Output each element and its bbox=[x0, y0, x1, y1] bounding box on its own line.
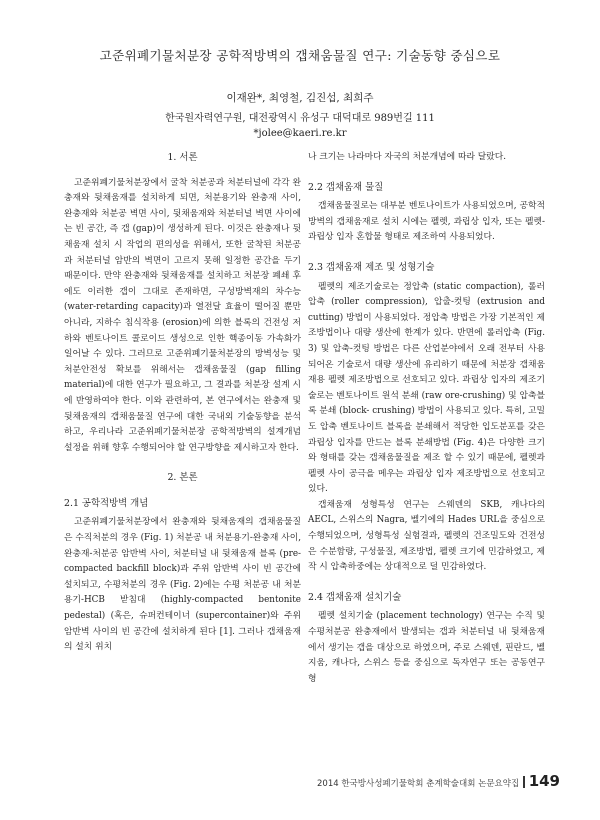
section-body-title: 2. 본론 bbox=[167, 472, 198, 484]
page-footer bbox=[317, 772, 560, 790]
corresponding-email: *jolee@kaeri.re.kr bbox=[253, 128, 347, 139]
subsection-2-4-title: 2.4 갭채움재 설치기술 bbox=[308, 591, 402, 603]
section-introduction-title: 1. 서론 bbox=[167, 152, 198, 163]
left-column bbox=[64, 150, 301, 656]
continued-paragraph: 나 크기는 나라마다 자국의 처분개념에 따라 달랐다. bbox=[308, 152, 507, 162]
subsection-2-2-title: 2.2 갭채움재 물질 bbox=[308, 181, 384, 193]
author-list: 이재완*, 최영철, 김진섭, 최희주 bbox=[226, 92, 374, 104]
proceedings-title: 2014 한국방사성폐기물학회 춘계학술대회 논문요약집 bbox=[317, 779, 520, 789]
footer-divider bbox=[523, 776, 525, 788]
page-number: 149 bbox=[528, 772, 560, 790]
subsection-2-1-title: 2.1 공학적방벽 개념 bbox=[64, 497, 149, 509]
paper-title: 고준위폐기물처분장 공학적방벽의 갭채움물질 연구: 기술동향 중심으로 bbox=[99, 48, 501, 63]
right-column bbox=[308, 150, 545, 687]
introduction-paragraph: 고준위폐기물처분장에서 굴착 처분공과 처분터널에 각각 완충재와 뒷채움재를 설치하게 되면, 처분용기와 완충재 사이, 완충재와 처분공 벽면 사이, 뒷채움재와 처분터널 벽면 사이에는 빈 공간, 즉 갭 (gap)이 생성하게 된다. 이것은 완충재나 뒷채움재 설치 시 작업의 편의성을 위해서, 또한 굴착된 처분공과 처분터널 암반의 벽면이 고르지 못해 일정한 공간을 두기 때문이다. 만약 완충재와 뒷채움재를 설치하고 처분장 폐쇄 후에도 이러한 갭이 그대로 존재하면, 구성방벽재의 차수능 (water-retarding capacity)과 열전달 효율이 떨어질 뿐만 아니라, 지하수 침식작용 (erosion)에 의한 블록의 건전성 저하와 벤토나이트 콜로이드 생성으로 인한 핵종이동 가속화가 일어날 수 있다. 그러므로 고준위폐기물처분장의 방벽성능 및 처분안전성 확보를 위해서는 갭채움물질 (gap filling material)에 대한 연구가 필요하고, 그 결과를 처분장 설계 시에 반영하여야 한다. 이와 관련하여, 본 연구에서는 완충재 및 뒷채움재의 갭채움물질 연구에 대한 국내외 기술동향을 분석하고, 우리나라 고준위폐기물처분장 공학적방벽의 설계개념 설정을 위해 향후 수행되어야 할 연구방향을 제시하고자 한다. bbox=[64, 177, 301, 453]
subsection-2-4-paragraph: 펠렛 설치기술 (placement technology) 연구는 수직 및 수평처분공 완충재에서 발생되는 갭과 처분터널 내 뒷채움재에서 생기는 갭을 대상으로 하였으며, 주로 스웨덴, 핀란드, 벨지움, 캐나다, 스위스 등을 중심으로 독자연구 또는 공동연구형 bbox=[308, 611, 545, 684]
paper-header bbox=[40, 46, 560, 139]
subsection-2-3-paragraph-1: 펠렛의 제조기술로는 정압축 (static compaction), 롤러압축 (roller compression), 압출-컷팅 (extrusion and cutting) 방법이 사용되었다. 정압축 방법은 가장 기본적인 제조방법이나 대량 생산에 한계가 있다. 반면에 롤러압축 (Fig. 3) 및 압축-컷팅 방법은 다른 산업분야에서 오래 전부터 사용되어온 기술로서 대량 생산에 유리하기 때문에 처분장 갭채움재용 펠렛 제조방법으로 선호되고 있다. 과립상 입자의 제조기술로는 벤토나이트 원석 분쇄 (raw ore-crushing) 및 압축블록 분쇄 (block- crushing) 방법이 사용되고 있다. 특히, 고밀도 압축 벤토나이트 블록을 분쇄해서 적당한 입도분포를 갖은 과립상 입자를 만드는 블록 분쇄방법 (Fig. 4)은 다양한 크기와 형태를 갖는 갭채움물질을 제조 할 수 있기 때문에, 펠렛과 펠렛 사이 공극을 메우는 과립상 입자 제조방법으로 선호되고 있다. bbox=[308, 281, 545, 495]
subsection-2-3-title: 2.3 갭채움재 제조 및 성형기술 bbox=[308, 261, 435, 273]
subsection-2-1-paragraph: 고준위폐기물처분장에서 완충재와 뒷채움재의 갭채움물질은 수직처분의 경우 (Fig. 1) 처분공 내 처분용기-완충재 사이, 완충재-처분공 암반벽 사이, 처분터널 내 뒷채움재 블록 (pre-compacted backfill block)과 주위 암반벽 사이 빈 공간에 설치되고, 수평처분의 경우 (Fig. 2)에는 수평 처분공 내 처분용기-HCB 받침대 (highly-compacted bentonite pedestal) (혹은, 슈퍼컨테이너 (supercontainer)와 주위 암반벽 사이의 빈 공간에 설치하게 된다 [1]. 그러나 갭채움재의 설치 위치 bbox=[64, 517, 301, 653]
affiliation: 한국원자력연구원, 대전광역시 유성구 대덕대로 989번길 111 bbox=[165, 113, 435, 124]
subsection-2-2-paragraph: 갭채움물질로는 대부분 벤토나이트가 사용되었으며, 공학적방벽의 갭채움재로 설치 시에는 펠렛, 과립상 입자, 또는 펠렛-과립상 입자 혼합물 형태로 제조하여 사용되었다. bbox=[308, 201, 545, 243]
subsection-2-3-paragraph-2: 갭채움재 성형특성 연구는 스웨덴의 SKB, 캐나다의 AECL, 스위스의 Nagra, 벨기에의 Hades URL을 중심으로 수행되었으며, 성형특성 실험결과, 펠렛의 건조밀도와 건전성은 수분함량, 구성물질, 제조방법, 펠렛 크기에 민감하였고, 제작 시 압축하중에는 상대적으로 덜 민감하였다. bbox=[308, 499, 545, 573]
